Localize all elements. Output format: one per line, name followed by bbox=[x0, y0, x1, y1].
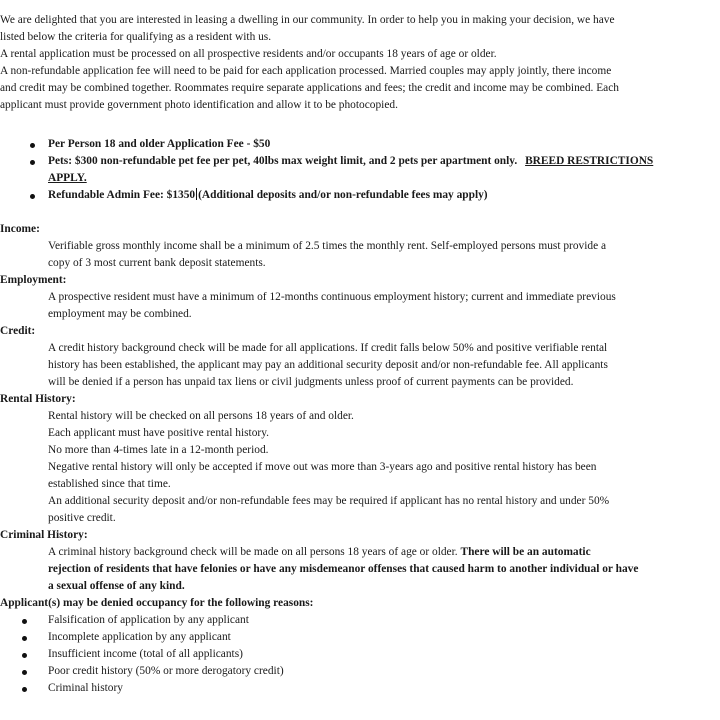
bullet-icon bbox=[22, 636, 27, 641]
admin-fee-amount: Refundable Admin Fee: $1350 bbox=[48, 189, 196, 201]
employment-line-2: employment may be combined. bbox=[48, 308, 192, 320]
bullet-icon bbox=[22, 687, 27, 692]
denial-item: Falsification of application by any applicant bbox=[48, 614, 249, 626]
application-fee: Per Person 18 and older Application Fee - $50 bbox=[48, 138, 271, 150]
rental-history-heading: Rental History: bbox=[0, 393, 76, 405]
credit-line-2: history has been established, the applicant may pay an additional security deposit and/or non-refundable fee. All applicants bbox=[48, 359, 608, 371]
credit-heading: Credit: bbox=[0, 325, 36, 337]
income-line-1: Verifiable gross monthly income shall be a minimum of 2.5 times the monthly rent. Self-employed persons must provide a bbox=[48, 240, 607, 252]
criminal-check-text: A criminal history background check will be made on all persons 18 years of age or older. bbox=[48, 546, 458, 558]
admin-fee-note: (Additional deposits and/or non-refundable fees may apply) bbox=[198, 189, 488, 201]
rental-line-4: Negative rental history will only be accepted if move out was more than 3-years ago and positive rental history has been bbox=[48, 461, 597, 473]
credit-line-1: A credit history background check will be made for all applications. If credit falls below 50% and positive verifiable rental bbox=[48, 342, 608, 354]
intro-line-3: A rental application must be processed on all prospective residents and/or occupants 18 years of age or older. bbox=[0, 48, 497, 60]
denial-item: Insufficient income (total of all applicants) bbox=[48, 648, 243, 660]
rental-line-5: established since that time. bbox=[48, 478, 171, 490]
intro-line-4: A non-refundable application fee will need to be paid for each application processed. Married couples may apply jointly, there income bbox=[0, 65, 612, 77]
denial-item: Poor credit history (50% or more derogatory credit) bbox=[48, 665, 284, 677]
intro-line-1: We are delighted that you are interested in leasing a dwelling in our community. In order to help you in making your decision, we have bbox=[0, 14, 615, 26]
rental-line-6: An additional security deposit and/or non-refundable fees may be required if applicant has no rental history and under 50% bbox=[48, 495, 610, 507]
rental-line-3: No more than 4-times late in a 12-month period. bbox=[48, 444, 269, 456]
text-cursor bbox=[196, 188, 197, 200]
admin-fee bbox=[48, 187, 488, 204]
income-heading: Income: bbox=[0, 223, 40, 235]
rental-line-2: Each applicant must have positive rental history. bbox=[48, 427, 269, 439]
intro-line-6: applicant must provide government photo identification and allow it to be photocopied. bbox=[0, 99, 398, 111]
bullet-icon bbox=[22, 619, 27, 624]
employment-line-1: A prospective resident must have a minimum of 12-months continuous employment history; current and immediate previous bbox=[48, 291, 616, 303]
bullet-icon bbox=[30, 143, 35, 148]
pets-policy bbox=[48, 153, 653, 170]
bullet-icon bbox=[22, 670, 27, 675]
denial-item: Criminal history bbox=[48, 682, 123, 694]
denial-item: Incomplete application by any applicant bbox=[48, 631, 231, 643]
criminal-line-2: rejection of residents that have felonies or have any misdemeanor offenses that caused harm to another individual or have bbox=[48, 563, 639, 575]
breed-restrictions-cont: APPLY. bbox=[48, 172, 87, 184]
bullet-icon bbox=[30, 194, 35, 199]
criminal-history-heading: Criminal History: bbox=[0, 529, 88, 541]
credit-line-3: will be denied if a person has unpaid tax liens or civil judgments unless proof of current payments can be provided. bbox=[48, 376, 574, 388]
income-line-2: copy of 3 most current bank deposit statements. bbox=[48, 257, 266, 269]
breed-restrictions: BREED RESTRICTIONS bbox=[525, 155, 654, 167]
pets-text: Pets: $300 non-refundable pet fee per pet, 40lbs max weight limit, and 2 pets per apartment only. bbox=[48, 155, 518, 167]
denial-heading: Applicant(s) may be denied occupancy for the following reasons: bbox=[0, 597, 314, 609]
intro-line-2: listed below the criteria for qualifying as a resident with us. bbox=[0, 31, 272, 43]
criminal-line-3: a sexual offense of any kind. bbox=[48, 580, 185, 592]
bullet-icon bbox=[30, 160, 35, 165]
rental-line-1: Rental history will be checked on all persons 18 years of and older. bbox=[48, 410, 354, 422]
intro-line-5: and credit may be combined together. Roommates require separate applications and fees; the credit and income may be combined. Each bbox=[0, 82, 619, 94]
employment-heading: Employment: bbox=[0, 274, 67, 286]
criminal-line-1 bbox=[48, 544, 591, 561]
criminal-rejection-text: There will be an automatic bbox=[460, 546, 591, 558]
bullet-icon bbox=[22, 653, 27, 658]
rental-line-7: positive credit. bbox=[48, 512, 116, 524]
